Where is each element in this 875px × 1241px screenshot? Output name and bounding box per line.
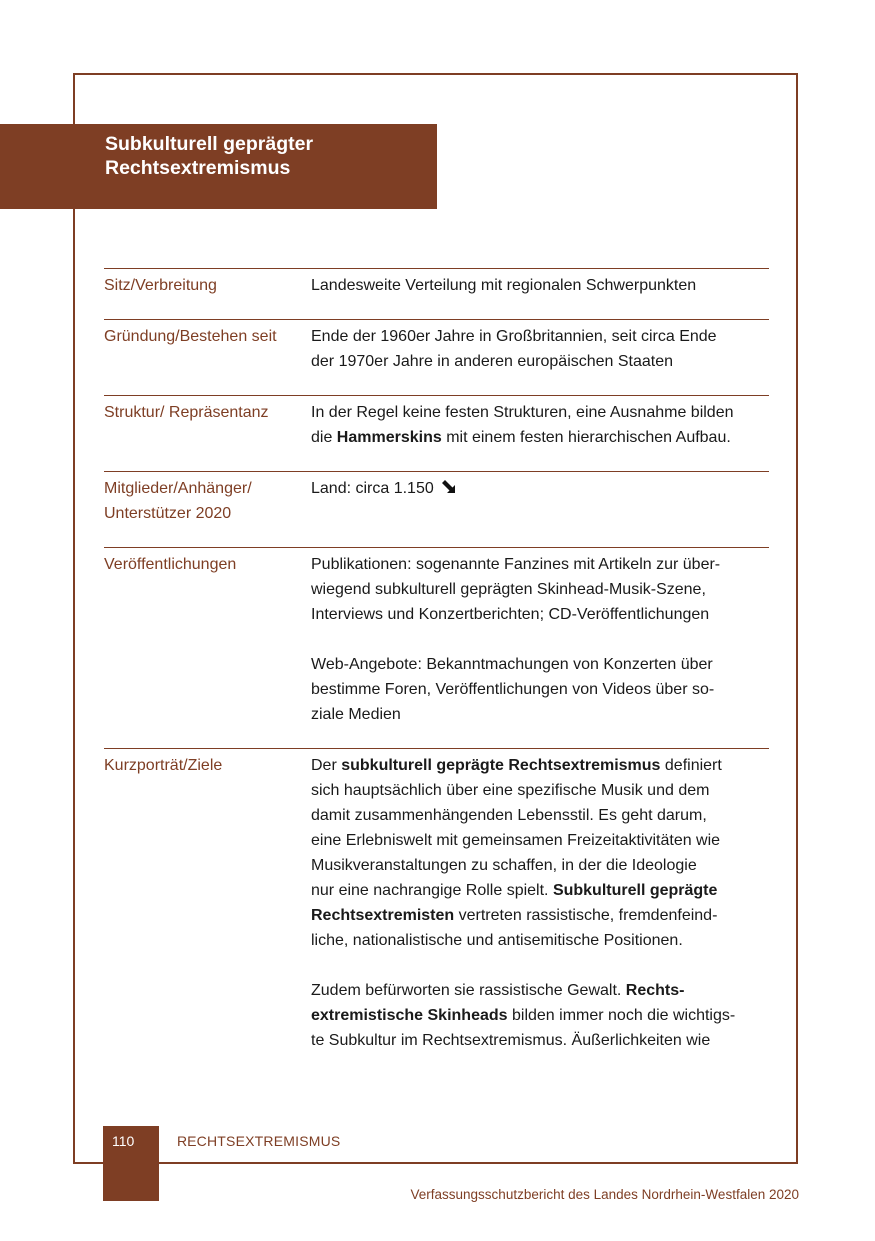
web-offers-paragraph: Web-Angebote: Bekanntmachungen von Konzerten über bestimme Foren, Veröffentlichungen von Videos über so- ziale Medien	[311, 656, 715, 723]
page-title: Subkulturell geprägter Rechtsextremismus	[105, 133, 314, 179]
row-value	[311, 552, 769, 748]
table-row	[104, 319, 769, 395]
table-row	[104, 748, 769, 1053]
table-row	[104, 268, 769, 319]
row-value	[311, 753, 769, 1053]
profile-paragraph: Der subkulturell geprägte Rechtsextremismus definiert sich hauptsächlich über eine spezifische Musik und dem damit zusammenhängenden Lebensstil. Es geht darum, eine Erlebniswelt mit gemeinsamen Freizeitaktivitäten wie Musikveranstaltungen zu schaffen, in der die Ideologie nur eine nachrangige Rolle spielt. Subkulturell geprägte Rechtsextremisten vertreten rassistische, fremdenfeind- liche, nationalistische und antisemitische Positionen.	[311, 757, 722, 949]
row-value: Ende der 1960er Jahre in Großbritannien, seit circa Ende der 1970er Jahre in anderen europäischen Staaten	[311, 328, 717, 370]
table-row	[104, 395, 769, 471]
arrow-down-right-icon	[440, 478, 458, 496]
member-count: Land: circa 1.150	[311, 480, 434, 497]
row-label: Sitz/Verbreitung	[104, 277, 217, 294]
violence-paragraph: Zudem befürworten sie rassistische Gewalt. Rechts- extremistische Skinheads bilden immer noch die wichtigs- te Subkultur im Rechtsextremismus. Äußerlichkeiten wie	[311, 982, 736, 1049]
row-value: In der Regel keine festen Strukturen, eine Ausnahme bilden die Hammerskins mit einem festen hierarchischen Aufbau.	[311, 404, 734, 446]
row-label: Struktur/ Repräsentanz	[104, 404, 269, 421]
row-label: Mitglieder/Anhänger/ Unterstützer 2020	[104, 480, 252, 522]
page-number: 110	[112, 1133, 135, 1149]
section-title: RECHTSEXTREMISMUS	[177, 1133, 341, 1149]
report-title: Verfassungsschutzbericht des Landes Nordrhein-Westfalen 2020	[410, 1187, 799, 1202]
title-banner	[0, 124, 437, 209]
row-label: Veröffentlichungen	[104, 556, 237, 573]
row-label: Gründung/Bestehen seit	[104, 328, 277, 345]
publications-paragraph: Publikationen: sogenannte Fanzines mit Artikeln zur über- wiegend subkulturell geprägten Skinhead-Musik-Szene, Interviews und Konzertberichten; CD-Veröffentlichungen	[311, 556, 721, 623]
profile-table	[104, 268, 769, 1053]
row-label: Kurzporträt/Ziele	[104, 757, 223, 774]
table-row	[104, 471, 769, 547]
row-value	[311, 476, 769, 547]
table-row	[104, 547, 769, 748]
row-value: Landesweite Verteilung mit regionalen Schwerpunkten	[311, 277, 697, 294]
